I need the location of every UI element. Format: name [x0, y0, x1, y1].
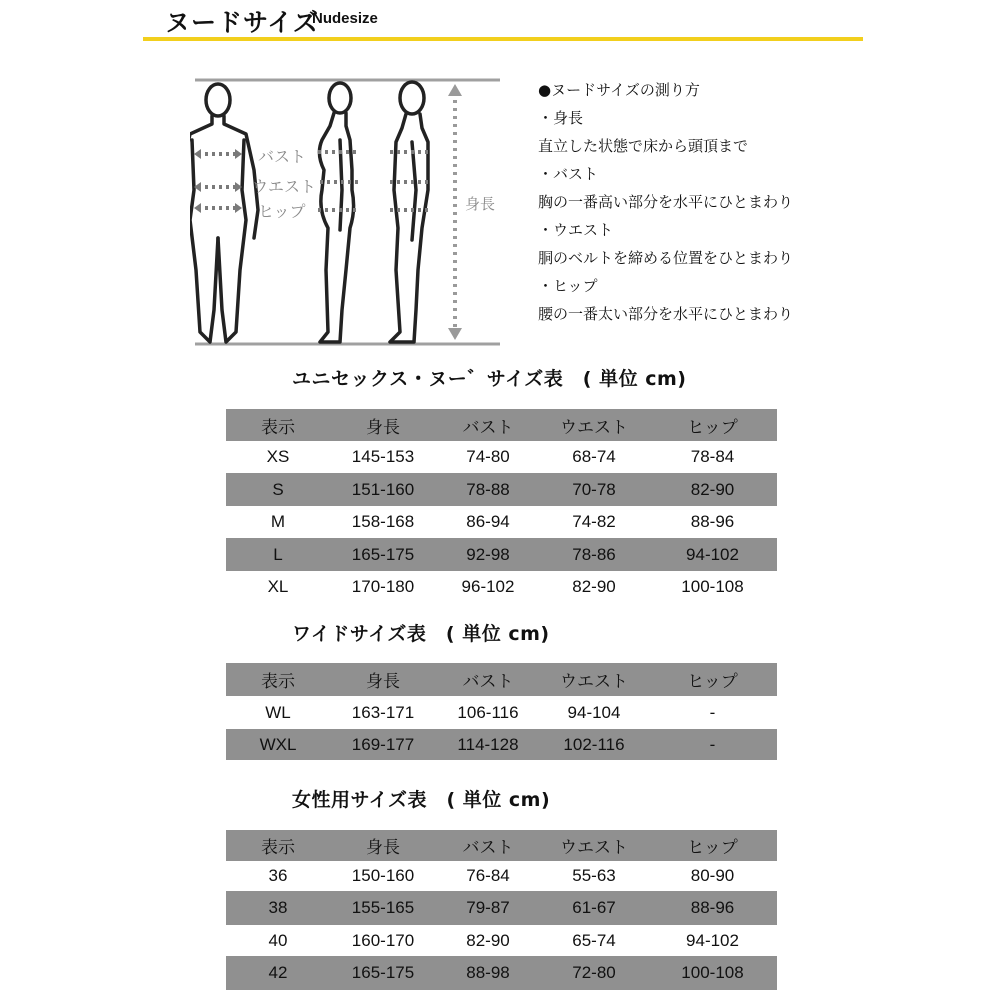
- unisex-size-table: [226, 409, 777, 603]
- col-header-height: 身長: [366, 838, 400, 857]
- cell-hip: 94-102: [686, 544, 739, 564]
- col-header-hip: ヒップ: [687, 838, 738, 857]
- unisex-table-title: ユニセックス・ヌー゛サイズ表 ( 単位 cm): [292, 368, 687, 390]
- cell-size: 40: [268, 930, 288, 950]
- cell-bust: 88-98: [466, 963, 510, 982]
- cell-bust: 78-88: [466, 479, 510, 499]
- cell-bust: 114-128: [457, 734, 519, 754]
- cell-height: 170-180: [351, 577, 415, 596]
- cell-bust: 92-98: [466, 544, 510, 564]
- cell-hip: 80-90: [690, 866, 735, 885]
- cell-bust: 76-84: [466, 866, 510, 885]
- cell-waist: 94-104: [567, 702, 621, 722]
- wide-size-table: [226, 663, 777, 760]
- cell-waist: 61-67: [572, 898, 616, 917]
- instruction-name-hip: ・ヒップ: [538, 277, 598, 295]
- cell-height: 165-175: [351, 963, 415, 982]
- instruction-name-bust: ・バスト: [538, 165, 599, 183]
- cell-size: S: [272, 479, 284, 499]
- col-header-size: 表示: [261, 417, 295, 437]
- cell-size: 42: [268, 963, 288, 982]
- instruction-name-waist: ・ウエスト: [538, 221, 614, 239]
- waist-label: ウエスト: [252, 177, 317, 196]
- page-subtitle: Nudesize: [312, 10, 378, 27]
- cell-hip: 78-84: [690, 447, 735, 466]
- col-header-bust: バスト: [462, 417, 514, 437]
- col-header-waist: ウエスト: [560, 838, 628, 857]
- cell-bust: 79-87: [466, 898, 510, 917]
- cell-hip: 100-108: [681, 963, 744, 982]
- measure-arrows: [198, 154, 238, 208]
- cell-bust: 82-90: [466, 930, 510, 950]
- measurement-instructions: [538, 76, 793, 328]
- cell-bust: 96-102: [461, 577, 515, 596]
- cell-size: 36: [268, 866, 288, 885]
- cell-hip: -: [709, 702, 716, 722]
- table-header-row: [226, 663, 777, 696]
- table-row: [226, 441, 777, 473]
- cell-height: 165-175: [351, 544, 415, 564]
- col-header-size: 表示: [261, 672, 295, 691]
- instruction-name-height: ・身長: [538, 109, 584, 127]
- hip-label: ヒップ: [258, 202, 306, 221]
- col-header-waist: ウエスト: [560, 672, 628, 691]
- cell-height: 155-165: [351, 898, 415, 917]
- cell-height: 160-170: [351, 930, 415, 950]
- table-row: [226, 956, 777, 990]
- col-header-waist: ウエスト: [560, 417, 628, 437]
- cell-hip: 88-96: [690, 898, 735, 917]
- table-row: [226, 473, 777, 506]
- cell-waist: 68-74: [572, 447, 616, 466]
- cell-height: 169-177: [351, 734, 415, 754]
- cell-waist: 78-86: [572, 544, 616, 564]
- table-row: [226, 538, 777, 571]
- cell-waist: 74-82: [572, 512, 616, 531]
- cell-size: 38: [268, 898, 288, 917]
- cell-height: 150-160: [351, 866, 415, 885]
- table-header-row: [226, 409, 777, 441]
- height-arrow: [448, 84, 462, 340]
- cell-size: WXL: [259, 734, 297, 754]
- col-header-bust: バスト: [462, 838, 514, 857]
- cell-bust: 106-116: [457, 702, 519, 722]
- table-row: [226, 571, 777, 603]
- col-header-size: 表示: [261, 838, 295, 857]
- table-row: [226, 925, 777, 956]
- cell-size: WL: [265, 702, 291, 722]
- page-title: ヌードサイズ: [165, 8, 320, 37]
- body-measurement-illustration: [190, 70, 510, 355]
- cell-hip: 82-90: [690, 479, 735, 499]
- instruction-desc-height: 直立した状態で床から頭頂まで: [538, 137, 749, 155]
- cell-size: XL: [267, 577, 289, 596]
- cell-hip: -: [709, 734, 716, 754]
- col-header-height: 身長: [366, 417, 400, 437]
- col-header-hip: ヒップ: [687, 417, 738, 437]
- cell-hip: 94-102: [686, 930, 739, 950]
- cell-bust: 74-80: [466, 447, 510, 466]
- cell-bust: 86-94: [466, 512, 510, 531]
- cell-size: XS: [266, 447, 290, 466]
- height-label: 身長: [465, 195, 496, 213]
- cell-hip: 88-96: [690, 512, 735, 531]
- side-figure-male: [390, 82, 428, 342]
- women-size-table: [226, 830, 777, 990]
- table-row: [226, 861, 777, 891]
- cell-height: 151-160: [351, 479, 415, 499]
- title-underline: [143, 37, 863, 41]
- instruction-desc-hip: 腰の一番太い部分を水平にひとまわり: [538, 305, 794, 323]
- instruction-desc-waist: 胴のベルトを締める位置をひとまわり: [538, 249, 794, 267]
- cell-waist: 72-80: [572, 963, 616, 982]
- col-header-hip: ヒップ: [687, 672, 738, 691]
- col-header-bust: バスト: [462, 672, 514, 691]
- table-row: [226, 506, 777, 538]
- cell-waist: 70-78: [572, 479, 616, 499]
- cell-hip: 100-108: [681, 577, 744, 596]
- cell-height: 145-153: [351, 447, 415, 466]
- women-table-title: 女性用サイズ表 ( 単位 cm): [292, 789, 551, 811]
- cell-waist: 102-116: [563, 734, 625, 754]
- cell-height: 158-168: [351, 512, 415, 531]
- side-figure-female: [319, 83, 353, 342]
- cell-waist: 82-90: [572, 577, 616, 596]
- table-row: [226, 696, 777, 729]
- cell-waist: 65-74: [572, 930, 616, 950]
- col-header-height: 身長: [366, 672, 400, 691]
- wide-table-title: ワイドサイズ表 ( 単位 cm): [292, 623, 550, 645]
- instruction-desc-bust: 胸の一番高い部分を水平にひとまわり: [538, 193, 794, 211]
- cell-waist: 55-63: [572, 866, 616, 885]
- cell-size: L: [273, 544, 283, 564]
- cell-size: M: [270, 512, 286, 531]
- bust-label: バスト: [258, 147, 307, 166]
- instructions-heading: ●ヌードサイズの測り方: [538, 81, 700, 99]
- measure-arrowheads: [194, 149, 242, 213]
- table-row: [226, 891, 777, 925]
- front-figure: [190, 84, 258, 342]
- table-row: [226, 729, 777, 760]
- table-header-row: [226, 830, 777, 861]
- cell-height: 163-171: [351, 702, 415, 722]
